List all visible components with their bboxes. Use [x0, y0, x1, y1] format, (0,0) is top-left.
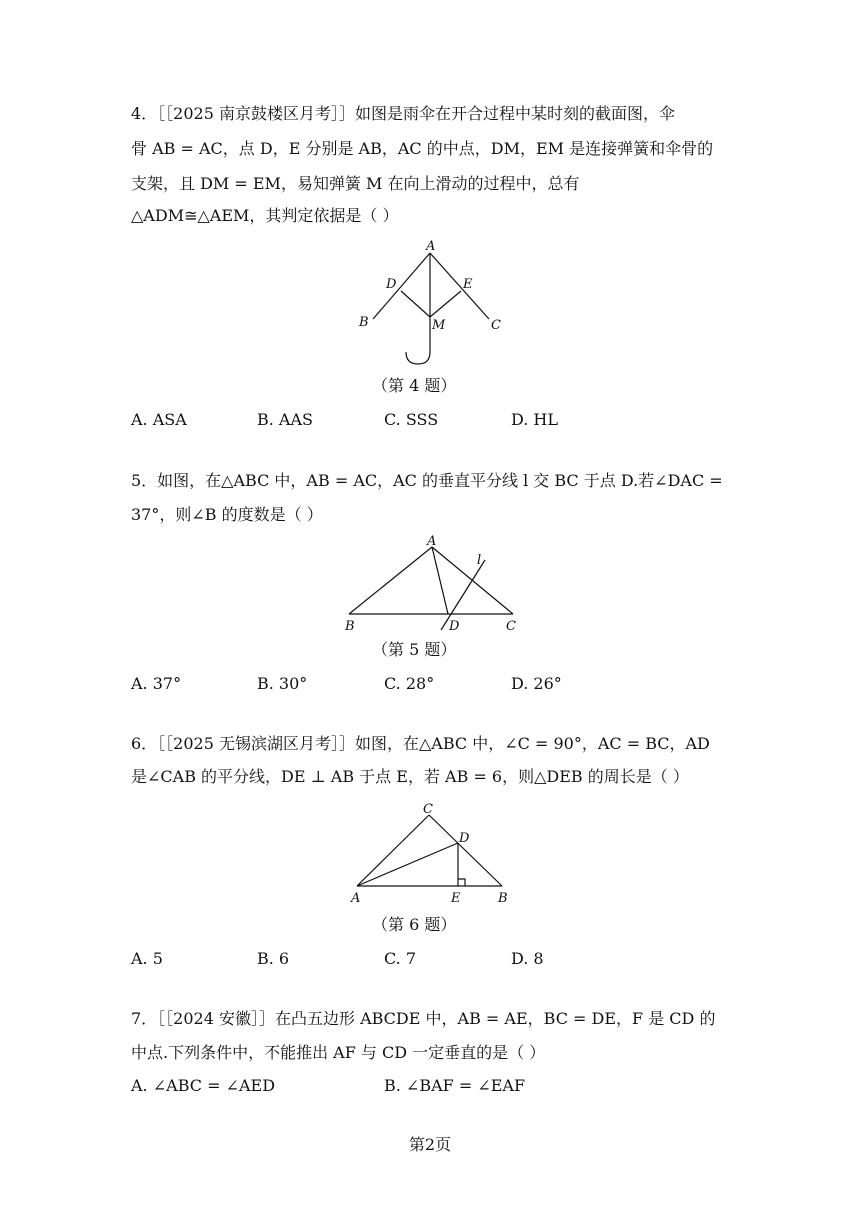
q4-label-c: C — [491, 318, 501, 333]
q5-option-a: A. 37° — [131, 674, 182, 693]
q6-label-d: D — [459, 831, 470, 846]
q5-label-l: l — [477, 553, 482, 568]
q4-label-a: A — [426, 239, 436, 254]
q4-label-b: B — [359, 315, 369, 330]
q6-right-triangle-figure — [345, 798, 520, 908]
q6-option-d: D. 8 — [511, 949, 544, 968]
q6-text-line-2: 是∠CAB 的平分线，DE ⊥ AB 于点 E，若 AB = 6，则△DEB 的周长是（ ） — [131, 767, 689, 786]
q4-option-b: B. AAS — [257, 410, 313, 429]
q5-option-c: C. 28° — [384, 674, 435, 693]
q4-label-d: D — [386, 277, 397, 292]
q4-text-line-1: 4．［［2025 南京鼓楼区月考］］如图是雨伞在开合过程中某时刻的截面图，伞 — [131, 104, 675, 123]
q6-label-c: C — [423, 802, 433, 817]
q5-label-c: C — [506, 619, 516, 634]
q7-option-a: A. ∠ABC = ∠AED — [131, 1076, 276, 1095]
strut-dm — [401, 291, 430, 317]
q6-option-a: A. 5 — [131, 949, 163, 968]
q5-triangle-figure — [335, 534, 530, 634]
q5-caption: （第 5 题） — [372, 640, 457, 659]
q5-text-line-1: 5．如图，在△ABC 中，AB = AC，AC 的垂直平分线 l 交 BC 于点 D.若∠DAC = — [131, 471, 723, 490]
q4-umbrella-figure — [350, 236, 510, 368]
q7-option-b: B. ∠BAF = ∠EAF — [384, 1076, 526, 1095]
q6-label-b: B — [498, 891, 508, 906]
q4-text-line-2: 骨 AB = AC，点 D，E 分别是 AB，AC 的中点，DM，EM 是连接弹簧和伞骨的 — [131, 139, 714, 158]
q6-option-c: C. 7 — [384, 949, 417, 968]
q4-option-a: A. ASA — [131, 410, 187, 429]
q4-label-e: E — [463, 277, 473, 292]
page-number: 第2页 — [408, 1135, 452, 1154]
q5-label-d: D — [449, 619, 460, 634]
q7-text-line-1: 7．［［2024 安徽］］在凸五边形 ABCDE 中，AB = AE，BC = DE，F 是 CD 的 — [131, 1009, 716, 1028]
q5-text-line-2: 37°，则∠B 的度数是（ ） — [131, 505, 323, 524]
segment-ad — [432, 547, 448, 614]
q4-label-m: M — [432, 318, 446, 333]
q5-option-d: D. 26° — [511, 674, 562, 693]
q5-label-b: B — [345, 619, 355, 634]
segment-ac — [357, 815, 429, 886]
q6-label-e: E — [451, 891, 461, 906]
q4-text-line-4: △ADM≅△AEM，其判定依据是（ ） — [131, 206, 399, 225]
q6-label-a: A — [351, 891, 361, 906]
q6-option-b: B. 6 — [257, 949, 290, 968]
q4-text-line-3: 支架，且 DM = EM，易知弹簧 M 在向上滑动的过程中，总有 — [131, 174, 580, 193]
strut-em — [430, 291, 461, 317]
q6-caption: （第 6 题） — [372, 915, 457, 934]
q5-option-b: B. 30° — [257, 674, 308, 693]
q5-label-a: A — [427, 534, 437, 549]
q7-text-line-2: 中点.下列条件中，不能推出 AF 与 CD 一定垂直的是（ ） — [131, 1043, 546, 1062]
segment-ad — [357, 843, 458, 886]
q4-option-d: D. HL — [511, 410, 559, 429]
q4-caption: （第 4 题） — [372, 376, 457, 395]
q6-text-line-1: 6．［［2025 无锡滨湖区月考］］如图，在△ABC 中，∠C = 90°，AC = BC，AD — [131, 734, 710, 753]
q4-option-c: C. SSS — [384, 410, 439, 429]
umbrella-handle — [406, 352, 430, 364]
segment-ab — [349, 547, 432, 614]
right-angle-mark — [458, 879, 465, 886]
perpendicular-bisector-l — [441, 560, 485, 630]
